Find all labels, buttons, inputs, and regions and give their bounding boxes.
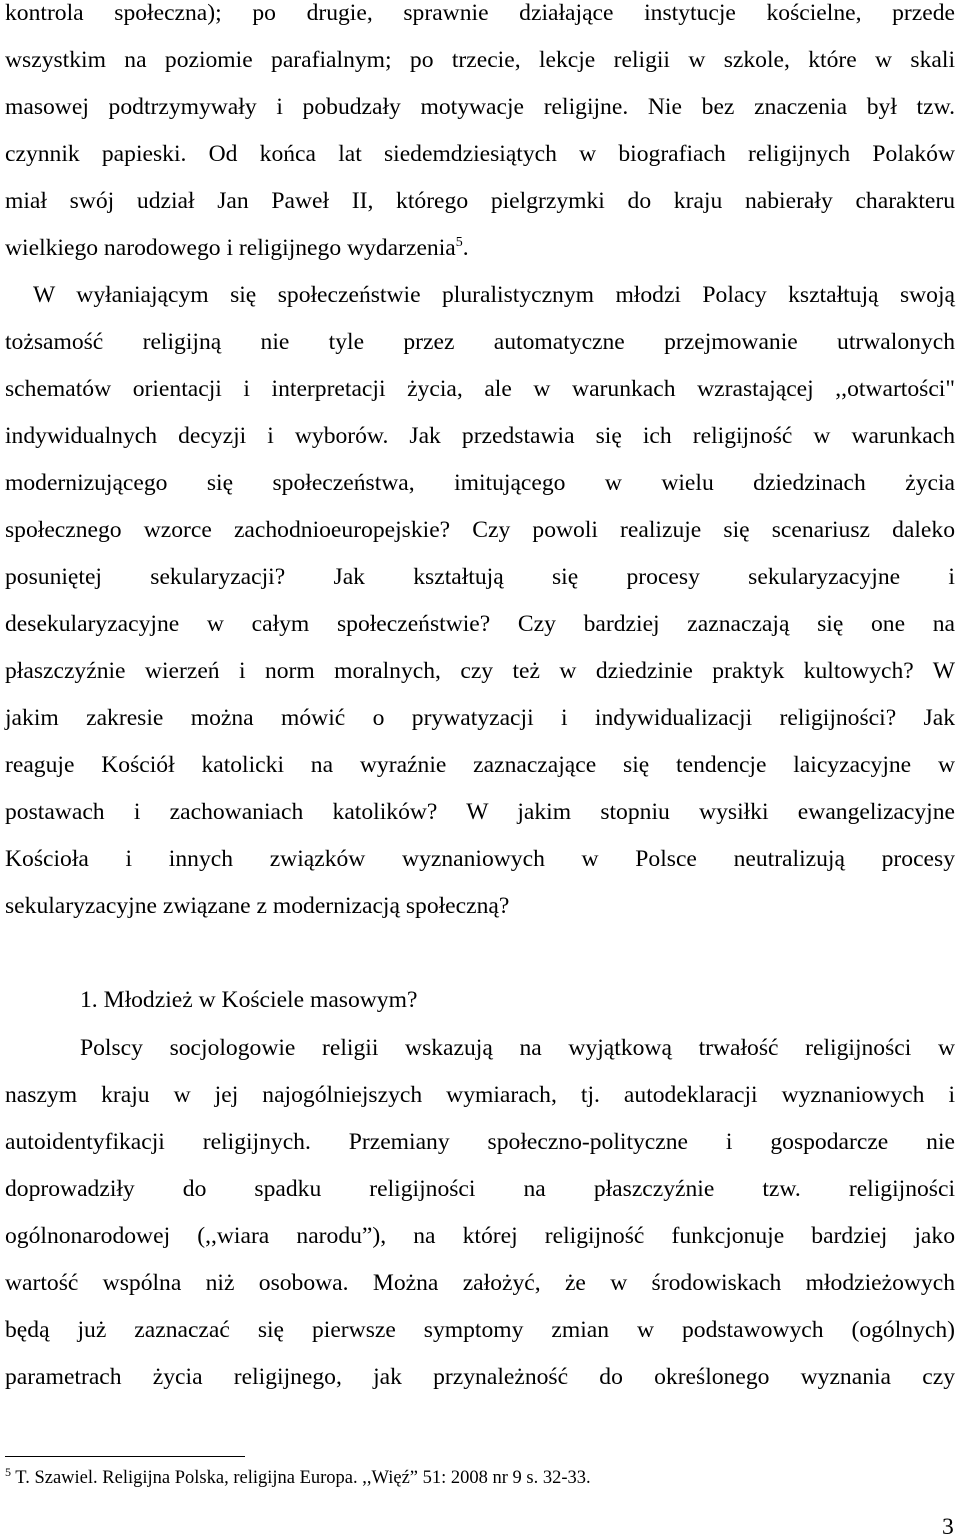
text-line: modernizującego się społeczeństwa, imitującego w wielu dziedzinach życia <box>5 470 955 496</box>
text-line: ogólnonarodowej (,,wiara narodu”), na której religijność funkcjonuje bardziej jako <box>5 1223 955 1249</box>
footnote-text: T. Szawiel. Religijna Polska, religijna Europa. ,,Więź” 51: 2008 nr 9 s. 32-33. <box>11 1468 591 1488</box>
text-line: posuniętej sekularyzacji? Jak kształtują się procesy sekularyzacyjne i <box>5 564 955 590</box>
text-line: W wyłaniającym się społeczeństwie pluralistycznym młodzi Polacy kształtują swoją <box>33 282 955 308</box>
text-fragment: . <box>462 235 469 261</box>
text-line: wartość wspólna niż osobowa. Można założyć, że w środowiskach młodzieżowych <box>5 1270 955 1296</box>
text-line: czynnik papieski. Od końca lat siedemdziesiątych w biografiach religijnych Polaków <box>5 141 955 167</box>
text-line: desekularyzacyjne w całym społeczeństwie? Czy bardziej zaznaczają się one na <box>5 611 955 637</box>
text-line: sekularyzacyjne związane z modernizacją społeczną? <box>5 893 510 919</box>
footnote <box>5 1466 591 1490</box>
text-line: reaguje Kościół katolicki na wyraźnie zaznaczające się tendencje laicyzacyjne w <box>5 752 955 778</box>
footnote-number: 5 <box>5 1464 11 1479</box>
section-heading: 1. Młodzież w Kościele masowym? <box>80 987 418 1013</box>
text-line: kontrola społeczna); po drugie, sprawnie działające instytucje kościelne, przede <box>5 0 955 26</box>
text-line: masowej podtrzymywały i pobudzały motywacje religijne. Nie bez znaczenia był tzw. <box>5 94 955 120</box>
text-line: naszym kraju w jej najogólniejszych wymiarach, tj. autodeklaracji wyznaniowych i <box>5 1082 955 1108</box>
text-line: wszystkim na poziomie parafialnym; po trzecie, lekcje religii w szkole, które w skali <box>5 47 955 73</box>
text-line: parametrach życia religijnego, jak przynależność do określonego wyznania czy <box>5 1364 955 1390</box>
text-line: płaszczyźnie wierzeń i norm moralnych, czy też w dziedzinie praktyk kultowych? W <box>5 658 955 684</box>
text-fragment: wielkiego narodowego i religijnego wydarzenia <box>5 235 456 261</box>
text-line: schematów orientacji i interpretacji życia, ale w warunkach wzrastającej ,,otwartości" <box>5 376 955 402</box>
text-line: autoidentyfikacji religijnych. Przemiany społeczno-polityczne i gospodarcze nie <box>5 1129 955 1155</box>
text-line: indywidualnych decyzji i wyborów. Jak przedstawia się ich religijność w warunkach <box>5 423 955 449</box>
text-line: postawach i zachowaniach katolików? W jakim stopniu wysiłki ewangelizacyjne <box>5 799 955 825</box>
text-line: Kościoła i innych związków wyznaniowych w Polsce neutralizują procesy <box>5 846 955 872</box>
text-line: społecznego wzorce zachodnioeuropejskie? Czy powoli realizuje się scenariusz daleko <box>5 517 955 543</box>
text-line: tożsamość religijną nie tyle przez automatyczne przejmowanie utrwalonych <box>5 329 955 355</box>
text-line <box>5 233 955 263</box>
page-number: 3 <box>942 1514 954 1540</box>
text-line: Polscy socjologowie religii wskazują na wyjątkową trwałość religijności w <box>80 1035 955 1061</box>
footnote-separator <box>5 1456 245 1457</box>
text-line: będą już zaznaczać się pierwsze symptomy zmian w podstawowych (ogólnych) <box>5 1317 955 1343</box>
footnote-reference: 5 <box>455 235 463 251</box>
text-line: miał swój udział Jan Paweł II, którego pielgrzymki do kraju nabierały charakteru <box>5 188 955 214</box>
text-line: jakim zakresie można mówić o prywatyzacji i indywidualizacji religijności? Jak <box>5 705 955 731</box>
text-line: doprowadziły do spadku religijności na płaszczyźnie tzw. religijności <box>5 1176 955 1202</box>
